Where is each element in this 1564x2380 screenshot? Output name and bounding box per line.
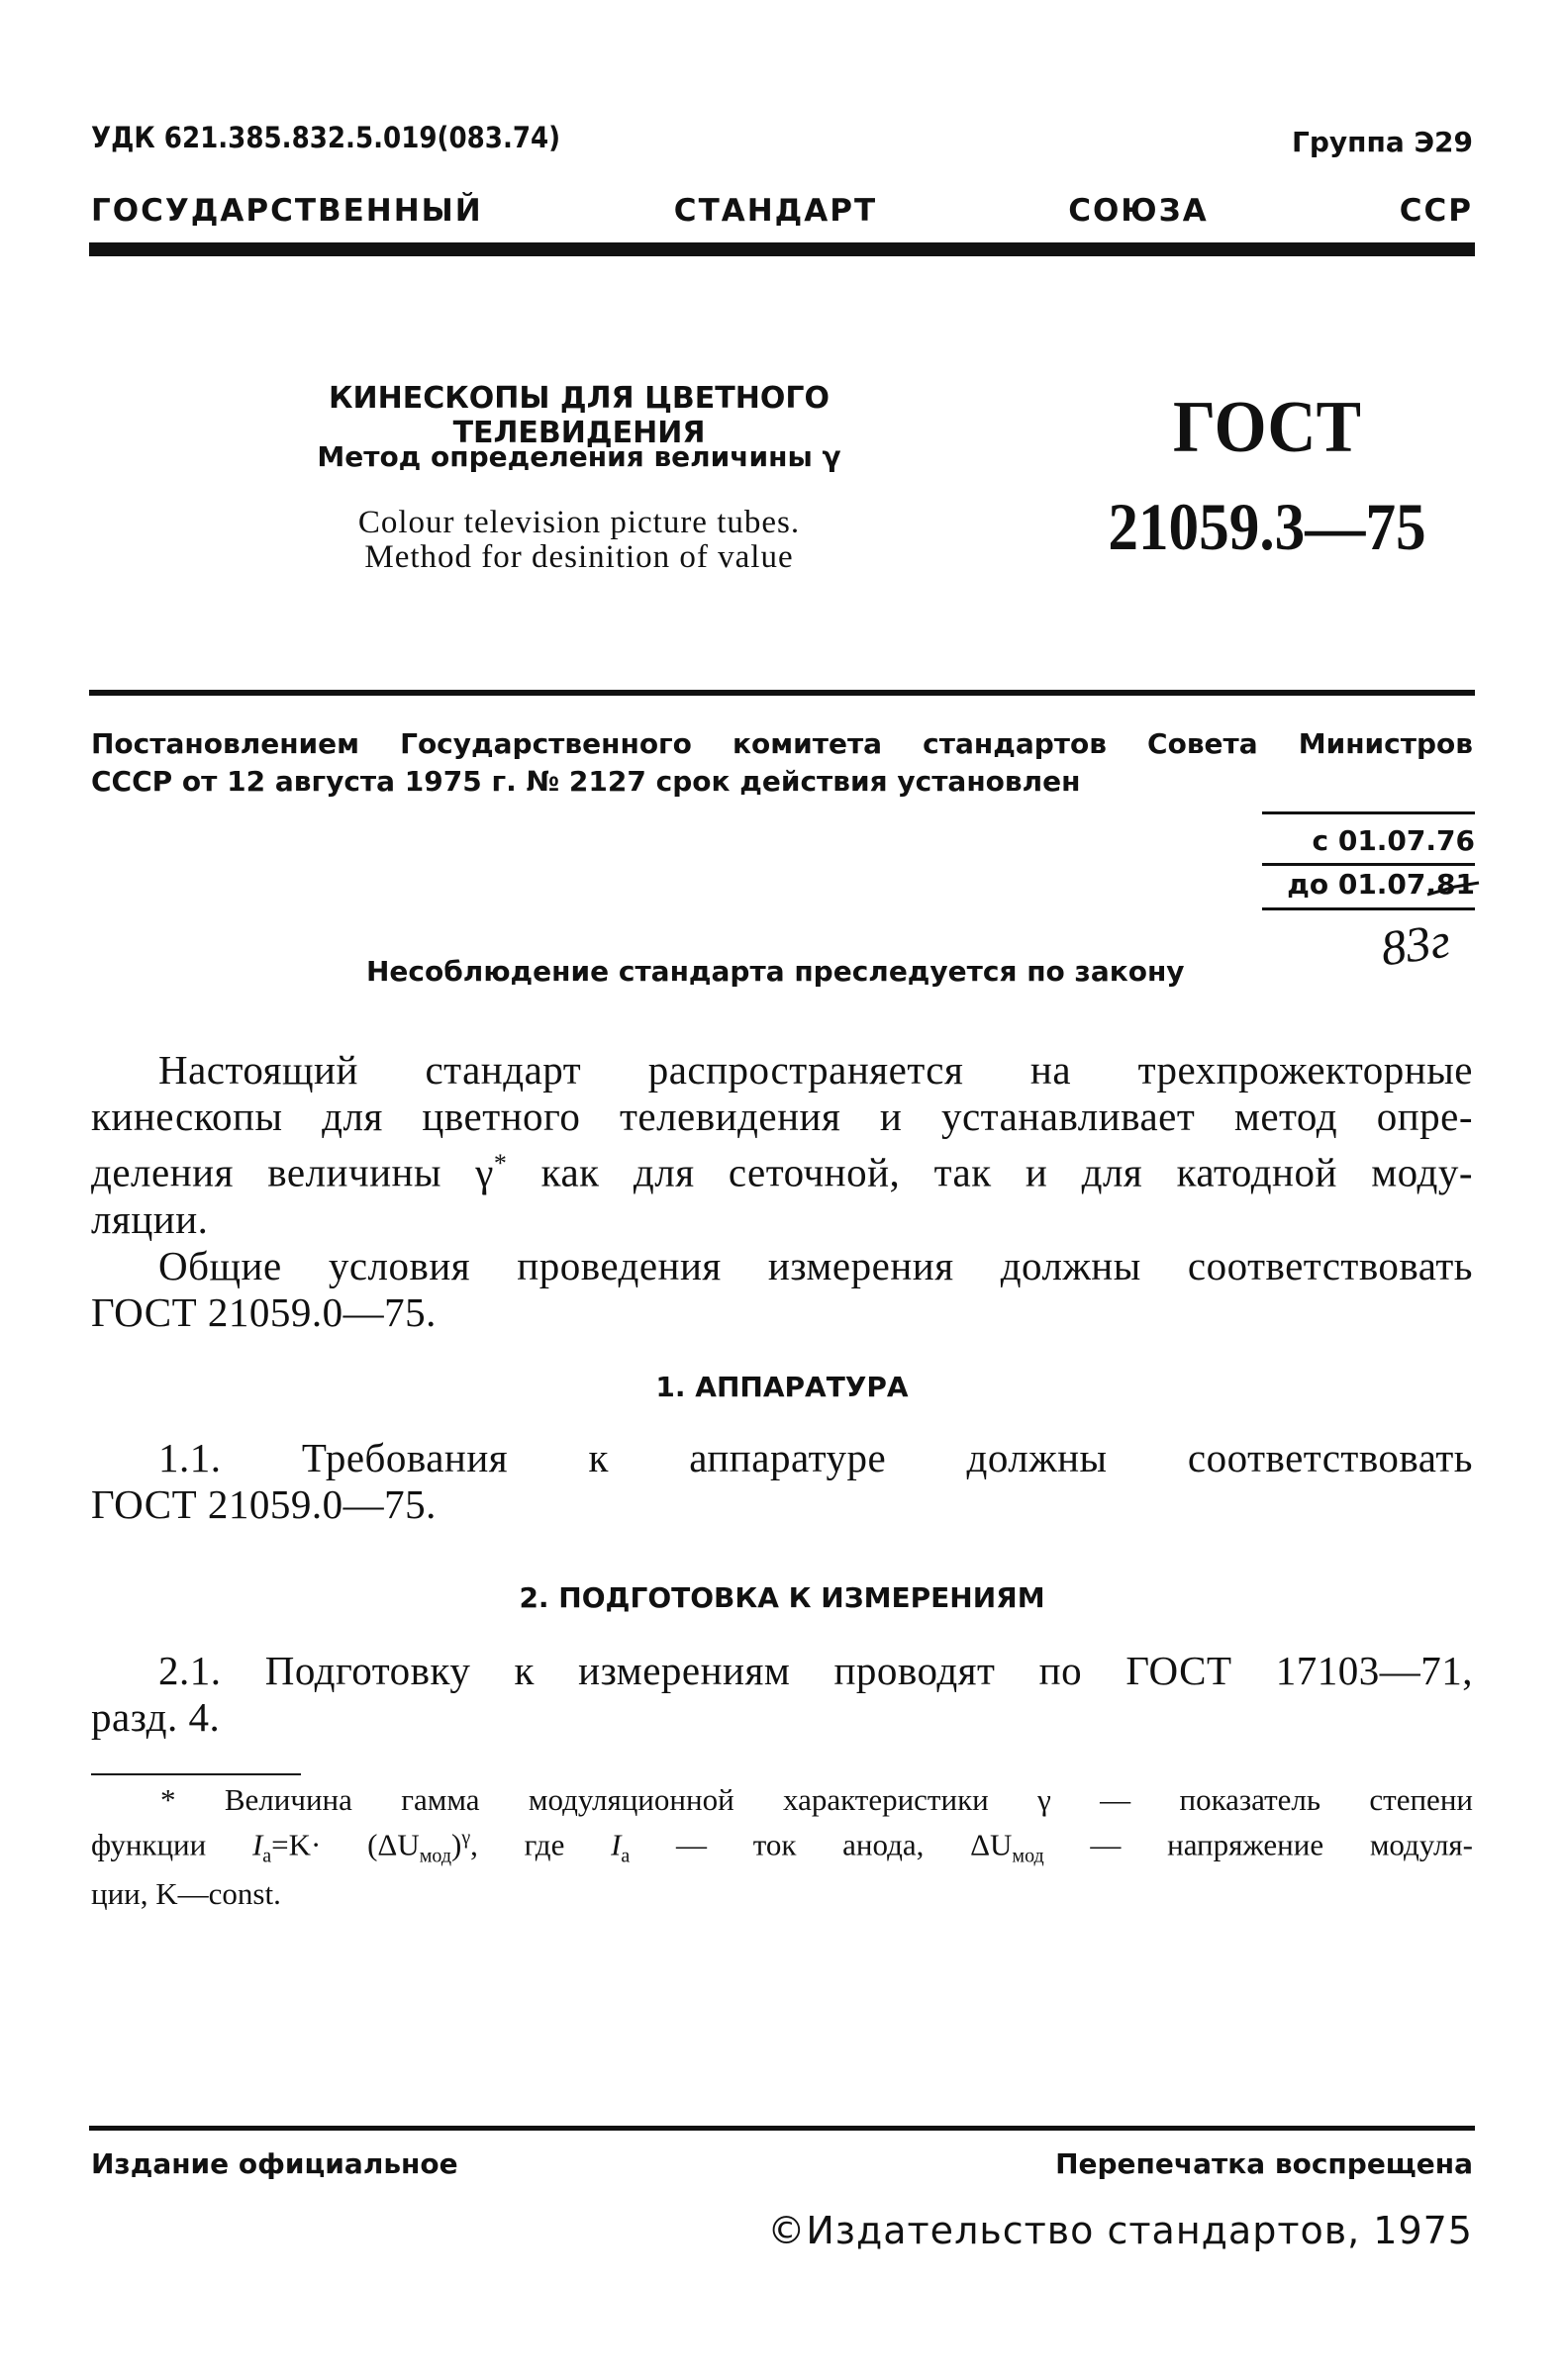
title-english-line-1: Colour television picture tubes. bbox=[357, 505, 801, 540]
date-rule-middle bbox=[1262, 863, 1475, 866]
reprint-prohibited: Перепечатка воспрещена bbox=[1055, 2147, 1473, 2180]
footnote-line-1: * Величина гамма модуляционной характеристики γ — показатель степени bbox=[160, 1782, 1473, 1817]
section-1-paragraph bbox=[91, 1435, 1473, 1528]
footnote-marker: * bbox=[493, 1149, 508, 1178]
footnote-delta-u: — ток анода, ΔU bbox=[630, 1827, 1013, 1862]
gamma-exponent: γ bbox=[461, 1827, 471, 1849]
intro-line-3-b: как для сеточной, так и для катодной моду- bbox=[507, 1149, 1473, 1195]
group-code: Группа Э29 bbox=[1292, 126, 1473, 158]
law-warning: Несоблюдение стандарта преследуется по закону bbox=[366, 955, 1185, 988]
valid-to-date: до 01.07.81 bbox=[1287, 868, 1475, 901]
intro-paragraph bbox=[91, 1047, 1473, 1336]
gost-number: 21059.3—75 bbox=[1108, 489, 1426, 564]
section-1-line-2: ГОСТ 21059.0—75. bbox=[91, 1481, 437, 1527]
footnote-formula: =K· (ΔU bbox=[271, 1827, 420, 1862]
footnote-line-2 bbox=[91, 1819, 1473, 1875]
footnote-voltage: — напряжение модуля- bbox=[1043, 1827, 1473, 1862]
official-edition: Издание официальное bbox=[91, 2147, 458, 2180]
intro-line-6: ГОСТ 21059.0—75. bbox=[91, 1288, 437, 1335]
state-standard-banner: ГОСУДАРСТВЕННЫЙ СТАНДАРТ СОЮЗА ССР bbox=[91, 193, 1473, 229]
gost-label: ГОСТ bbox=[1173, 387, 1361, 468]
document-title: КИНЕСКОПЫ ДЛЯ ЦВЕТНОГО ТЕЛЕВИДЕНИЯ bbox=[329, 381, 830, 450]
anode-current-symbol: I bbox=[251, 1827, 263, 1862]
intro-line-1: Настоящий стандарт распространяется на трехпрожекторные bbox=[158, 1047, 1473, 1093]
valid-from-date: с 01.07.76 bbox=[1312, 824, 1475, 857]
footnote-where: , где bbox=[470, 1827, 612, 1862]
title-block-rule bbox=[89, 690, 1475, 696]
date-rule-bottom bbox=[1262, 907, 1475, 910]
intro-line-3-a: деления величины γ bbox=[91, 1149, 494, 1195]
section-2-line-1: 2.1. Подготовку к измерениям проводят по ГОСТ 17103—71, bbox=[158, 1648, 1473, 1693]
mod-subscript-2: мод bbox=[1012, 1845, 1044, 1867]
footnote bbox=[91, 1781, 1473, 1913]
anode-subscript: а bbox=[262, 1845, 272, 1867]
intro-line-2: кинескопы для цветного телевидения и устанавливает метод опре- bbox=[91, 1094, 1473, 1139]
header-thick-rule bbox=[89, 242, 1475, 256]
footer-rule bbox=[89, 2126, 1475, 2131]
footnote-line-3: ции, K—const. bbox=[91, 1875, 281, 1911]
section-1-heading: 1. АППАРАТУРА bbox=[655, 1371, 909, 1403]
section-2-heading: 2. ПОДГОТОВКА К ИЗМЕРЕНИЯМ bbox=[519, 1581, 1045, 1614]
document-subtitle: Метод определения величины γ bbox=[317, 440, 841, 473]
intro-line-5: Общие условия проведения измерения должны соответствовать bbox=[158, 1242, 1473, 1288]
section-2-paragraph bbox=[91, 1648, 1473, 1741]
intro-line-3 bbox=[91, 1140, 1473, 1196]
udk-code: УДК 621.385.832.5.019(083.74) bbox=[91, 121, 561, 154]
title-english-line-2: Method for desinition of value bbox=[364, 539, 794, 575]
strikethrough-mark-icon bbox=[1425, 881, 1481, 901]
mod-subscript: мод bbox=[419, 1845, 451, 1867]
footnote-fn-word: функции bbox=[91, 1827, 252, 1862]
decree-line-1: Постановлением Государственного комитета стандартов Совета Министров bbox=[91, 727, 1473, 760]
section-2-line-2: разд. 4. bbox=[91, 1694, 221, 1740]
intro-line-4: ляции. bbox=[91, 1195, 209, 1242]
anode-current-symbol-2: I bbox=[611, 1827, 622, 1862]
anode-subscript-2: а bbox=[621, 1845, 631, 1867]
decree-line-2: СССР от 12 августа 1975 г. № 2127 срок действия установлен bbox=[91, 765, 1081, 798]
date-rule-top bbox=[1262, 811, 1475, 814]
footnote-paren: ) bbox=[451, 1827, 462, 1862]
section-1-line-1: 1.1. Требования к аппаратуре должны соответствовать bbox=[158, 1435, 1473, 1480]
handwritten-note: 83г bbox=[1377, 911, 1454, 977]
footnote-rule bbox=[91, 1773, 301, 1775]
publisher-copyright: ©Издательство стандартов, 1975 bbox=[767, 2209, 1473, 2252]
